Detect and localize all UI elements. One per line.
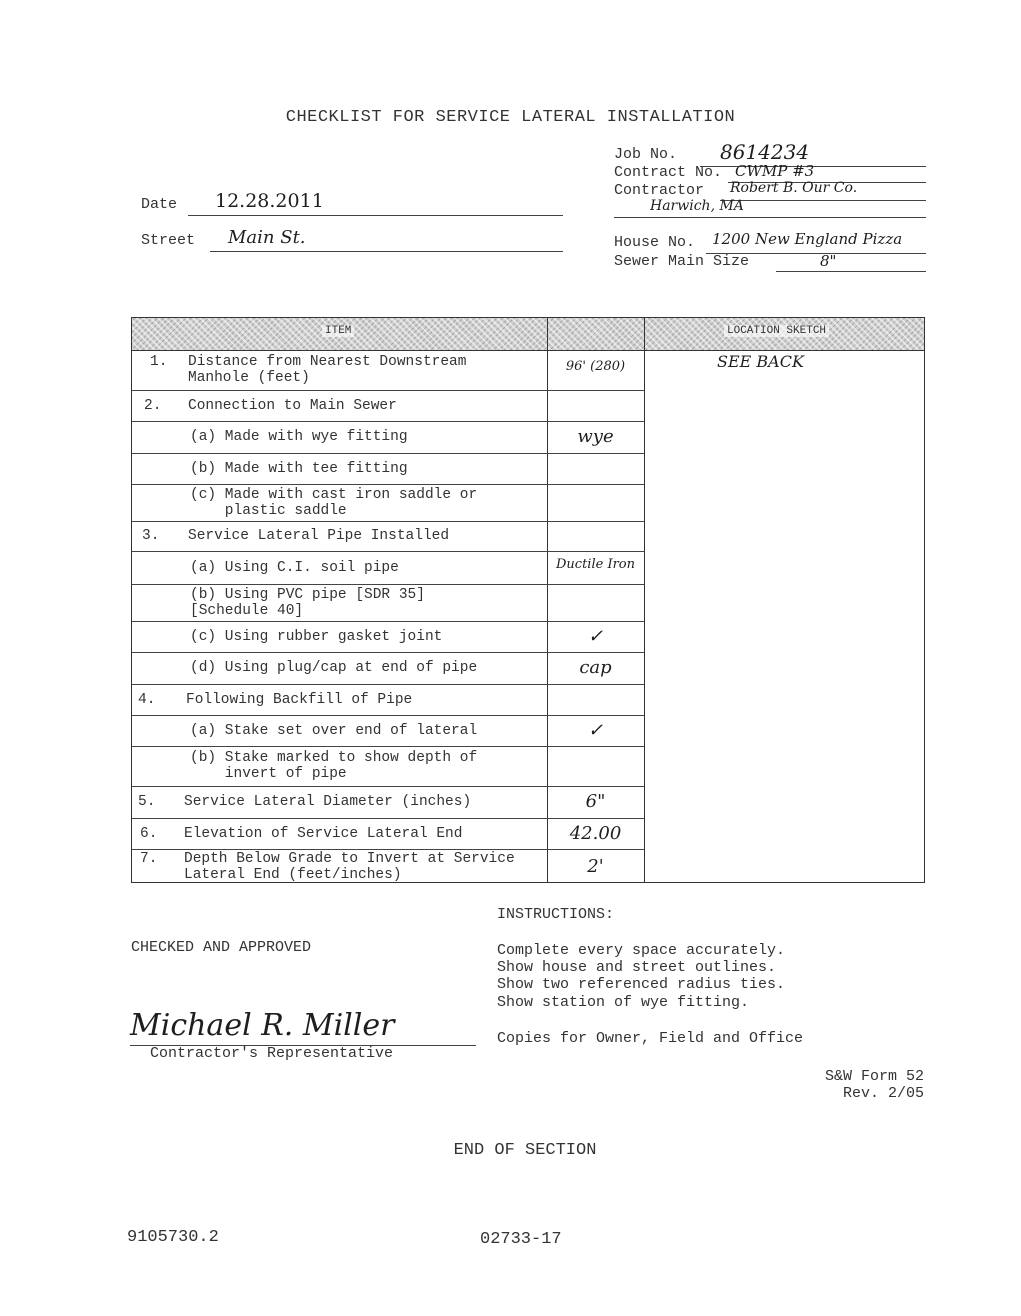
- table-row-item: Distance from Nearest Downstream Manhole (feet): [188, 354, 467, 386]
- contractor-label: Contractor: [614, 182, 705, 199]
- table-row-item: (c) Using rubber gasket joint: [190, 628, 443, 645]
- row-divider: [132, 652, 644, 653]
- form-revision: Rev. 2/05: [842, 1085, 924, 1102]
- table-row-item: (a) Stake set over end of lateral: [190, 722, 478, 739]
- row-divider: [132, 786, 644, 787]
- street-value: Main St.: [228, 227, 306, 248]
- approval-heading: CHECKED AND APPROVED: [131, 939, 312, 956]
- table-row-value: 6": [585, 791, 606, 812]
- table-row-item: (a) Made with wye fitting: [190, 429, 408, 445]
- instruction-line: Show two referenced radius ties.: [497, 976, 786, 993]
- house-no-value: 1200 New England Pizza: [712, 230, 903, 248]
- row-divider: [132, 484, 644, 485]
- row-divider: [132, 453, 644, 454]
- instructions-heading: INSTRUCTIONS:: [497, 906, 615, 923]
- table-row-value: 2': [587, 855, 604, 877]
- contract-no-label: Contract No.: [614, 164, 723, 181]
- row-divider: [132, 551, 644, 552]
- col-item-header: ITEM: [322, 325, 354, 337]
- house-no-label: House No.: [614, 234, 696, 251]
- contractor-value-line2: Harwich, MA: [650, 198, 744, 214]
- table-row-number: 7.: [140, 850, 158, 867]
- job-no-value: 8614234: [720, 140, 810, 164]
- table-row-item: Depth Below Grade to Invert at Service Lateral End (feet/inches): [184, 850, 515, 883]
- contractor-value-line1: Robert B. Our Co.: [730, 180, 858, 196]
- row-divider: [132, 715, 644, 716]
- row-divider: [132, 621, 644, 622]
- table-row-value: Ductile Iron: [556, 556, 635, 572]
- table-row-item: Following Backfill of Pipe: [186, 691, 413, 708]
- end-of-section: END OF SECTION: [453, 1141, 597, 1160]
- row-divider: [132, 684, 644, 685]
- page-title: CHECKLIST FOR SERVICE LATERAL INSTALLATION: [285, 108, 736, 127]
- table-row-value: ✓: [587, 719, 604, 741]
- table-row-value: cap: [579, 657, 612, 678]
- col-location-header: LOCATION SKETCH: [724, 325, 829, 337]
- table-row-item: (b) Stake marked to show depth of invert of pipe: [190, 750, 478, 782]
- instruction-line: Show house and street outlines.: [497, 959, 777, 976]
- table-row-item: Service Lateral Diameter (inches): [184, 794, 472, 810]
- table-row-value: ✓: [587, 625, 604, 647]
- table-row-item: (b) Made with tee fitting: [190, 460, 408, 477]
- instruction-line: Show station of wye fitting.: [497, 994, 750, 1011]
- table-row-value: 96' (280): [565, 359, 626, 374]
- contract-no-value: CWMP #3: [735, 162, 815, 180]
- table-row-item: Elevation of Service Lateral End: [184, 825, 463, 842]
- table-row-item: (c) Made with cast iron saddle or plastic saddle: [190, 486, 478, 519]
- table-row-item: (d) Using plug/cap at end of pipe: [190, 660, 478, 676]
- checklist-table: [131, 317, 925, 883]
- copies-note: Copies for Owner, Field and Office: [497, 1030, 804, 1047]
- instruction-line: Complete every space accurately.: [497, 942, 786, 959]
- date-value: 12.28.2011: [215, 190, 324, 212]
- location-note: SEE BACK: [717, 352, 804, 371]
- table-row-number: 5.: [138, 794, 156, 810]
- table-row-item: Connection to Main Sewer: [188, 397, 397, 414]
- row-divider: [132, 584, 644, 585]
- row-divider: [132, 521, 644, 522]
- table-header: [132, 318, 924, 351]
- sewer-main-label: Sewer Main Size: [614, 253, 750, 270]
- table-row-number: 4.: [138, 691, 156, 708]
- table-row-item: Service Lateral Pipe Installed: [188, 528, 450, 544]
- table-row-number: 2.: [144, 397, 162, 414]
- table-row-number: 3.: [142, 528, 160, 544]
- row-divider: [132, 390, 644, 391]
- table-row-value: 42.00: [569, 822, 622, 844]
- footer-page-number: 02733-17: [480, 1230, 562, 1249]
- table-row-number: 1.: [150, 354, 168, 370]
- table-row-value: wye: [577, 426, 614, 447]
- table-row-item: (a) Using C.I. soil pipe: [190, 559, 399, 576]
- row-divider: [132, 746, 644, 747]
- row-divider: [132, 818, 644, 819]
- signature: Michael R. Miller: [130, 1008, 395, 1043]
- table-row-number: 6.: [140, 825, 158, 842]
- table-row-item: (b) Using PVC pipe [SDR 35] [Schedule 40]: [190, 586, 425, 619]
- sewer-main-value: 8": [820, 252, 837, 270]
- date-label: Date: [141, 196, 178, 213]
- form-number: S&W Form 52: [824, 1068, 924, 1085]
- footer-doc-number: 9105730.2: [127, 1228, 219, 1247]
- signature-caption: Contractor's Representative: [150, 1045, 394, 1062]
- row-divider: [132, 421, 644, 422]
- column-divider: [644, 318, 645, 882]
- job-no-label: Job No.: [614, 146, 678, 163]
- street-label: Street: [141, 232, 196, 249]
